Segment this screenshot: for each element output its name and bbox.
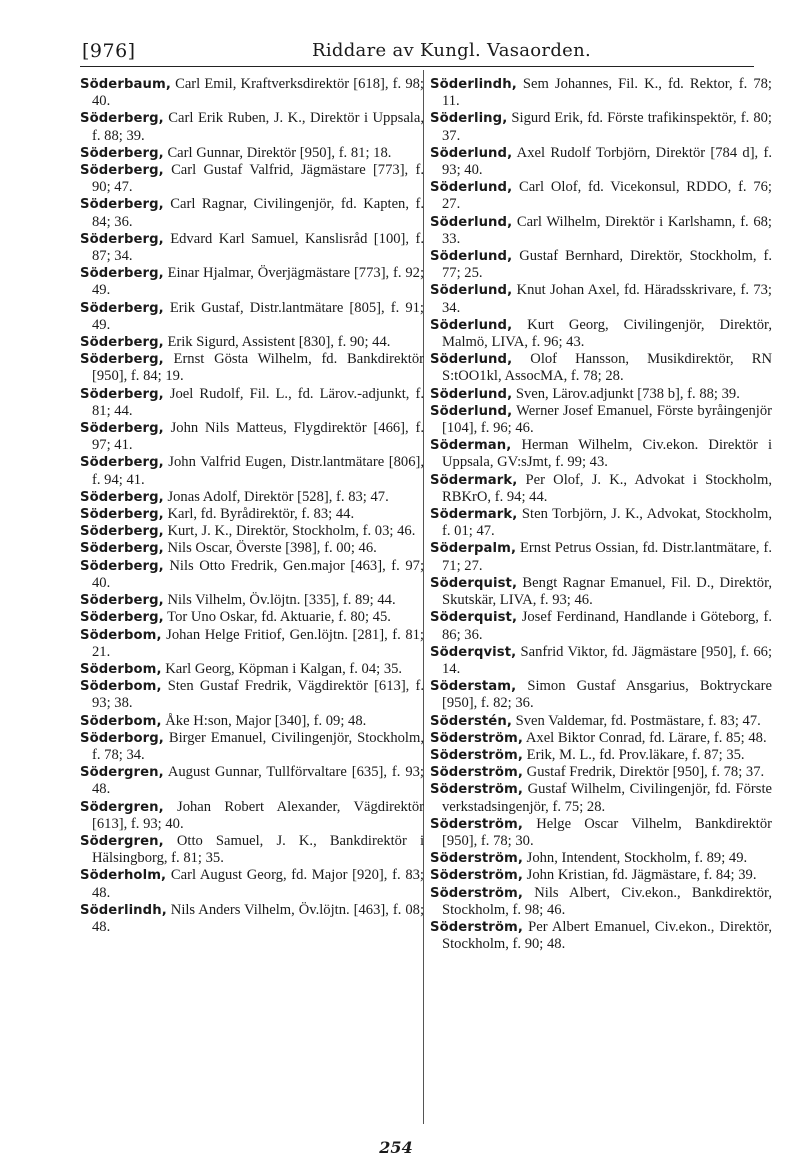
list-item bbox=[80, 334, 424, 351]
entry-details: Carl Ragnar, Civilingenjör, fd. Kapten, f. 84; 36. bbox=[92, 196, 424, 230]
list-item bbox=[430, 781, 772, 815]
entry-details: Tor Uno Oskar, fd. Aktuarie, f. 80; 45. bbox=[163, 609, 391, 626]
page-header bbox=[82, 40, 752, 66]
list-item bbox=[430, 179, 772, 213]
entry-details: Sanfrid Viktor, fd. Jägmästare [950], f. 66; 14. bbox=[442, 643, 772, 677]
entry-surname: Söderholm, bbox=[80, 868, 167, 884]
entry-details: John Nils Matteus, Flygdirektör [466], f. 97; 41. bbox=[92, 420, 424, 454]
entry-details: Nils Oscar, Överste [398], f. 00; 46. bbox=[163, 540, 377, 557]
entry-surname: Söderman, bbox=[430, 438, 512, 454]
entry-details: Kurt, J. K., Direktör, Stockholm, f. 03; 46. bbox=[163, 523, 416, 540]
entry-details: Sten Torbjörn, J. K., Advokat, Stockholm, f. 01; 47. bbox=[442, 506, 772, 540]
entry-details: Einar Hjalmar, Överjägmästare [773], f. 92; 49. bbox=[92, 265, 424, 299]
entry-details: Otto Samuel, J. K., Bankdirektör i Hälsingborg, f. 81; 35. bbox=[92, 832, 424, 867]
entry-details: Johan Helge Fritiof, Gen.löjtn. [281], f. 81; 21. bbox=[92, 626, 424, 660]
list-item bbox=[80, 678, 424, 712]
list-item bbox=[430, 575, 772, 609]
list-item bbox=[430, 145, 772, 179]
list-item bbox=[80, 110, 424, 144]
entry-surname: Södermark, bbox=[430, 507, 518, 523]
list-item bbox=[430, 730, 772, 747]
entry-details: Herman Wilhelm, Civ.ekon. Direktör i Uppsala, GV:sJmt, f. 99; 43. bbox=[442, 437, 772, 471]
list-item bbox=[80, 764, 424, 798]
page-label: [976] bbox=[82, 40, 136, 62]
list-item bbox=[80, 609, 424, 626]
list-item bbox=[80, 540, 424, 557]
entry-details: Per Olof, J. K., Advokat i Stockholm, RBKrO, f. 94; 44. bbox=[442, 471, 772, 505]
entry-surname: Söderstam, bbox=[430, 679, 517, 695]
entry-details: Nils Vilhelm, Öv.löjtn. [335], f. 89; 44. bbox=[163, 592, 396, 609]
entry-surname: Söderlindh, bbox=[80, 902, 167, 918]
entry-surname: Söderling, bbox=[430, 111, 508, 127]
entry-surname: Söderström, bbox=[430, 851, 524, 867]
entry-details: Joel Rudolf, Fil. L., fd. Lärov.-adjunkt, f. 81; 44. bbox=[92, 385, 424, 419]
left-column bbox=[80, 76, 424, 936]
list-item bbox=[80, 145, 424, 162]
entry-surname: Söderlund, bbox=[430, 249, 513, 265]
list-item bbox=[80, 902, 424, 936]
entry-surname: Söderström, bbox=[430, 730, 524, 746]
entry-surname: Söderberg, bbox=[80, 231, 164, 247]
list-item bbox=[80, 833, 424, 867]
entry-surname: Söderberg, bbox=[80, 163, 164, 179]
entry-details: Ernst Gösta Wilhelm, fd. Bankdirektör [950], f. 84; 19. bbox=[92, 351, 424, 385]
entry-details: Åke H:son, Major [340], f. 09; 48. bbox=[161, 712, 367, 729]
entry-surname: Söderström, bbox=[430, 782, 524, 798]
entry-details: John Kristian, fd. Jägmästare, f. 84; 39. bbox=[523, 867, 757, 884]
entry-surname: Söderberg, bbox=[80, 524, 164, 540]
entry-details: Carl Olof, fd. Vicekonsul, RDDO, f. 76; 27. bbox=[442, 179, 772, 213]
entry-details: Per Albert Emanuel, Civ.ekon., Direktör, Stockholm, f. 90; 48. bbox=[442, 918, 772, 953]
list-item bbox=[80, 730, 424, 764]
list-item bbox=[80, 489, 424, 506]
entry-surname: Söderlund, bbox=[430, 283, 513, 299]
entry-details: Edvard Karl Samuel, Kanslisråd [100], f. 87; 34. bbox=[92, 230, 424, 265]
entry-surname: Söderlund, bbox=[430, 403, 513, 419]
entry-details: Sten Gustaf Fredrik, Vägdirektör [613], f. 93; 38. bbox=[92, 678, 424, 712]
list-item bbox=[430, 678, 772, 712]
entry-surname: Söderlund, bbox=[430, 317, 513, 333]
entry-surname: Söderberg, bbox=[80, 489, 164, 505]
list-item bbox=[430, 919, 772, 953]
entry-surname: Söderquist, bbox=[430, 575, 518, 591]
entry-surname: Söderberg, bbox=[80, 300, 164, 316]
list-item bbox=[80, 351, 424, 385]
entry-surname: Söderlund, bbox=[430, 386, 513, 402]
entry-details: Gustaf Bernhard, Direktör, Stockholm, f. 77; 25. bbox=[442, 248, 772, 282]
list-item bbox=[80, 523, 424, 540]
header-rule bbox=[80, 66, 754, 67]
list-item bbox=[430, 747, 772, 764]
entry-surname: Söderberg, bbox=[80, 111, 164, 127]
list-item bbox=[80, 196, 424, 230]
list-item bbox=[430, 867, 772, 884]
entry-surname: Söderström, bbox=[430, 919, 524, 935]
entry-surname: Södergren, bbox=[80, 799, 164, 815]
list-item bbox=[430, 214, 772, 248]
entry-details: Carl Erik Ruben, J. K., Direktör i Uppsala, f. 88; 39. bbox=[92, 110, 424, 144]
entry-details: Sven, Lärov.adjunkt [738 b], f. 88; 39. bbox=[512, 385, 740, 402]
entry-surname: Södermark, bbox=[430, 472, 518, 488]
entry-details: Karl, fd. Byrådirektör, f. 83; 44. bbox=[163, 506, 355, 523]
entry-surname: Söderberg, bbox=[80, 541, 164, 557]
entry-details: Bengt Ragnar Emanuel, Fil. D., Direktör, Skutskär, LIVA, f. 93; 46. bbox=[442, 574, 772, 609]
entry-details: Sem Johannes, Fil. K., fd. Rektor, f. 78; 11. bbox=[442, 76, 772, 110]
entry-surname: Söderström, bbox=[430, 885, 524, 901]
entry-surname: Söderberg, bbox=[80, 507, 164, 523]
entry-surname: Söderström, bbox=[430, 747, 524, 763]
list-item bbox=[80, 454, 424, 488]
entry-surname: Söderberg, bbox=[80, 386, 164, 402]
entry-surname: Söderberg, bbox=[80, 421, 164, 437]
entry-surname: Söderberg, bbox=[80, 455, 164, 471]
entry-details: John, Intendent, Stockholm, f. 89; 49. bbox=[523, 850, 748, 867]
list-item bbox=[80, 867, 424, 901]
entry-surname: Söderlund, bbox=[430, 145, 513, 161]
list-item bbox=[430, 403, 772, 437]
list-item bbox=[80, 420, 424, 454]
entry-details: Carl Emil, Kraftverksdirektör [618], f. 98; 40. bbox=[92, 76, 424, 110]
list-item bbox=[430, 644, 772, 678]
entry-details: Birger Emanuel, Civilingenjör, Stockholm, f. 78; 34. bbox=[92, 729, 424, 763]
list-item bbox=[430, 282, 772, 316]
list-item bbox=[80, 386, 424, 420]
entry-details: Erik, M. L., fd. Prov.läkare, f. 87; 35. bbox=[523, 746, 745, 763]
entry-details: Carl Gunnar, Direktör [950], f. 81; 18. bbox=[163, 144, 392, 161]
list-item bbox=[80, 558, 424, 592]
entry-surname: Söderström, bbox=[430, 868, 524, 884]
entry-details: Helge Oscar Vilhelm, Bankdirektör [950], f. 78; 30. bbox=[442, 815, 772, 849]
entry-details: Nils Albert, Civ.ekon., Bankdirektör, Stockholm, f. 98; 46. bbox=[442, 884, 772, 918]
entry-surname: Söderström, bbox=[430, 765, 524, 781]
entry-details: Kurt Georg, Civilingenjör, Direktör, Malmö, LIVA, f. 96; 43. bbox=[442, 316, 772, 351]
entry-surname: Söderpalm, bbox=[430, 541, 517, 557]
entry-surname: Söderquist, bbox=[430, 610, 518, 626]
list-item bbox=[430, 437, 772, 471]
entry-surname: Söderbaum, bbox=[80, 77, 171, 92]
entry-surname: Söderberg, bbox=[80, 610, 164, 626]
list-item bbox=[80, 265, 424, 299]
entry-details: Simon Gustaf Ansgarius, Boktryckare [950], f. 82; 36. bbox=[442, 678, 772, 712]
entry-details: Sigurd Erik, fd. Förste trafikinspektör, f. 80; 37. bbox=[442, 110, 772, 144]
entry-surname: Söderberg, bbox=[80, 197, 164, 213]
entry-details: Carl Gustaf Valfrid, Jägmästare [773], f. 90; 47. bbox=[92, 162, 424, 196]
list-item bbox=[430, 351, 772, 385]
list-item bbox=[80, 592, 424, 609]
list-item bbox=[430, 713, 772, 730]
list-item bbox=[80, 162, 424, 196]
entry-surname: Söderstén, bbox=[430, 713, 512, 729]
entry-surname: Söderberg, bbox=[80, 593, 164, 609]
list-item bbox=[430, 850, 772, 867]
entry-details: Erik Gustaf, Distr.lantmätare [805], f. 91; 49. bbox=[92, 299, 424, 333]
entry-details: Ernst Petrus Ossian, fd. Distr.lantmätare, f. 71; 27. bbox=[442, 540, 772, 574]
list-item bbox=[80, 300, 424, 334]
list-item bbox=[430, 472, 772, 506]
page-number: 254 bbox=[379, 1138, 413, 1157]
entry-surname: Söderqvist, bbox=[430, 644, 517, 660]
entry-details: Sven Valdemar, fd. Postmästare, f. 83; 47. bbox=[511, 712, 761, 729]
list-item bbox=[430, 248, 772, 282]
entry-surname: Söderberg, bbox=[80, 335, 164, 351]
entry-surname: Söderbom, bbox=[80, 713, 162, 729]
entry-details: Gustaf Fredrik, Direktör [950], f. 78; 37. bbox=[523, 764, 765, 781]
list-item bbox=[430, 609, 772, 643]
entry-surname: Södergren, bbox=[80, 833, 164, 849]
entry-details: Axel Rudolf Torbjörn, Direktör [784 d], f. 93; 40. bbox=[442, 144, 772, 179]
entry-details: Carl Wilhelm, Direktör i Karlshamn, f. 68; 33. bbox=[442, 213, 772, 247]
entry-details: Knut Johan Axel, fd. Häradsskrivare, f. 73; 34. bbox=[442, 282, 772, 316]
entry-surname: Söderlund, bbox=[430, 180, 513, 196]
entry-surname: Söderbom, bbox=[80, 627, 162, 643]
entry-surname: Söderbom, bbox=[80, 661, 162, 677]
entry-details: Josef Ferdinand, Handlande i Göteborg, f. 86; 36. bbox=[442, 609, 772, 643]
list-item bbox=[430, 816, 772, 850]
entry-details: Carl August Georg, fd. Major [920], f. 83; 48. bbox=[92, 867, 424, 901]
list-item bbox=[80, 799, 424, 833]
entry-surname: Söderberg, bbox=[80, 266, 164, 282]
entry-details: Olof Hansson, Musikdirektör, RN S:tOO1kl, AssocMA, f. 78; 28. bbox=[442, 351, 772, 385]
entry-surname: Söderborg, bbox=[80, 730, 164, 746]
entry-surname: Söderström, bbox=[430, 816, 524, 832]
list-item bbox=[430, 885, 772, 919]
entry-details: August Gunnar, Tullförvaltare [635], f. 93; 48. bbox=[92, 764, 424, 798]
entry-details: Nils Otto Fredrik, Gen.major [463], f. 97; 40. bbox=[92, 557, 424, 591]
list-item bbox=[80, 231, 424, 265]
entry-surname: Södergren, bbox=[80, 765, 164, 781]
entry-surname: Söderlindh, bbox=[430, 77, 517, 92]
entry-details: Johan Robert Alexander, Vägdirektör [613], f. 93; 40. bbox=[92, 798, 424, 832]
entry-surname: Söderbom, bbox=[80, 679, 162, 695]
entry-details: Gustaf Wilhelm, Civilingenjör, fd. Förste verkstadsingenjör, f. 75; 28. bbox=[442, 781, 772, 815]
list-item bbox=[430, 317, 772, 351]
list-item bbox=[80, 661, 424, 678]
list-item bbox=[430, 540, 772, 574]
entry-surname: Söderberg, bbox=[80, 558, 164, 574]
entry-details: Nils Anders Vilhelm, Öv.löjtn. [463], f. 08; 48. bbox=[92, 901, 424, 935]
entry-details: Werner Josef Emanuel, Förste byråingenjör [104], f. 96; 46. bbox=[442, 402, 772, 437]
list-item bbox=[430, 764, 772, 781]
page-title: Riddare av Kungl. Vasaorden. bbox=[312, 40, 592, 61]
entry-surname: Söderberg, bbox=[80, 352, 164, 368]
list-item bbox=[430, 110, 772, 144]
entry-details: Axel Biktor Conrad, fd. Lärare, f. 85; 48. bbox=[523, 729, 767, 746]
list-item bbox=[430, 506, 772, 540]
list-item bbox=[80, 627, 424, 661]
list-item bbox=[80, 76, 424, 110]
entry-surname: Söderberg, bbox=[80, 145, 164, 161]
list-item bbox=[80, 506, 424, 523]
list-item bbox=[430, 386, 772, 403]
entry-surname: Söderlund, bbox=[430, 352, 513, 368]
list-item bbox=[430, 76, 772, 110]
entry-details: Karl Georg, Köpman i Kalgan, f. 04; 35. bbox=[161, 660, 403, 677]
list-item bbox=[80, 713, 424, 730]
right-column bbox=[430, 76, 772, 953]
entry-surname: Söderlund, bbox=[430, 214, 513, 230]
entry-details: John Valfrid Eugen, Distr.lantmätare [806], f. 94; 41. bbox=[92, 454, 424, 488]
entry-details: Jonas Adolf, Direktör [528], f. 83; 47. bbox=[163, 488, 389, 505]
entry-details: Erik Sigurd, Assistent [830], f. 90; 44. bbox=[163, 334, 391, 351]
